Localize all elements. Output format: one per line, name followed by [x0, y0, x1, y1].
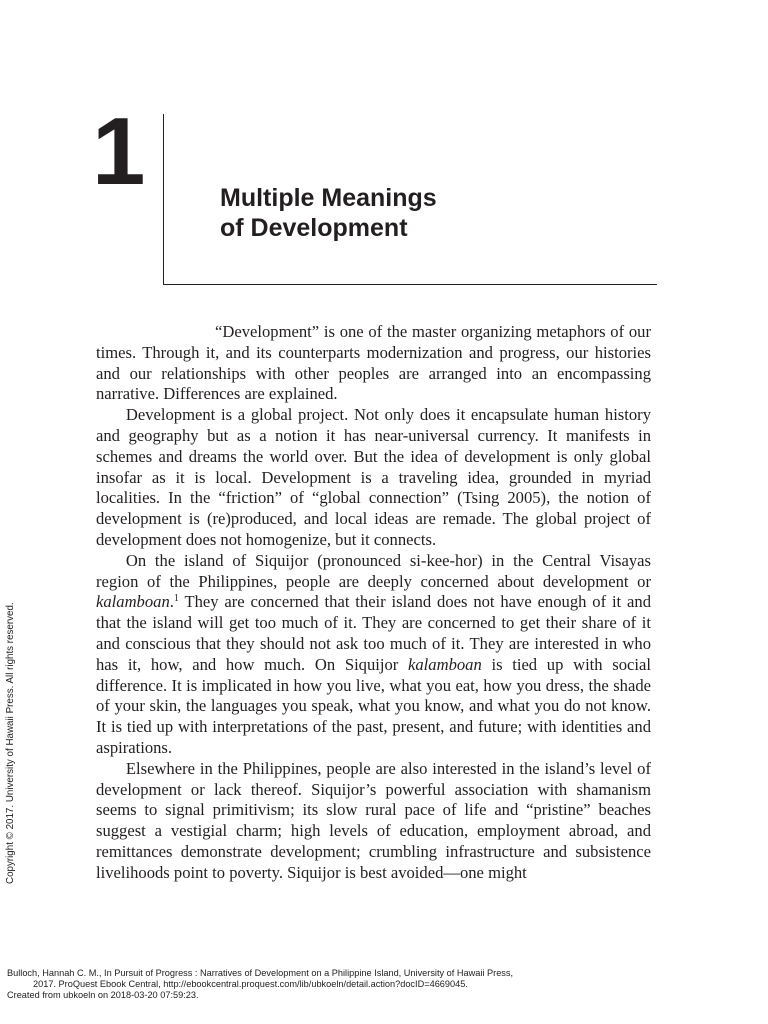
chapter-number: 1 [92, 98, 143, 205]
paragraph-3: On the island of Siquijor (pronounced si-kee-hor) in the Central Visayas region of the Philippines, people are deeply concerned about development or kalamboan.$^1$ They are concerned that their island does not have enough of it and that the island will get too much of it. They are concerned to get their share of it and conscious that they should not ask too much of it. They are interested in who has it, how, and how much. On Siquijor kalamboan is tied up with social difference. It is implicated in how you live, what you eat, how you dress, the shade of your skin, the languages you speak, what you know, and what you do not know. It is tied up with interpretations of the past, present, and future; with identities and aspirations. [96, 550, 651, 757]
chapter-vertical-rule [163, 114, 164, 285]
term-kalamboan: kalamboan [96, 592, 170, 612]
chapter-title-line-2: of Development [220, 214, 408, 242]
copyright-notice: Copyright © 2017. University of Hawaii Press. All rights reserved. [5, 602, 16, 884]
paragraph-2: Development is a global project. Not only does it encapsulate human history and geography but as a notion it has near-universal currency. It manifests in schemes and dreams the world over. But the idea of development is only global insofar as it is local. Development is a traveling idea, grounded in myriad localities. In the “friction” of “global connection” (Tsing 2005), the notion of development is (re)produced, and local ideas are remade. The global project of development does not homogenize, but it connects. [96, 405, 651, 549]
paragraph-4: Elsewhere in the Philippines, people are also interested in the island’s level of development or lack thereof. Siquijor’s powerful association with shamanism seems to signal primitivism; its slow rural pace of life and “pristine” beaches suggest a vestigial charm; high levels of education, employment abroad, and remittances demonstrate development; crumbling infrastructure and subsistence livelihoods point to poverty. Siquijor is best avoided—one might [96, 758, 651, 882]
paragraph-3-text-a: On the island of Siquijor (pronounced si-kee-hor) in the Central Visayas region of the Philippines, people are deeply concerned about development or [96, 550, 651, 591]
paragraph-1: “Development” is one of the master organizing metaphors of our times. Through it, and its counterparts modernization and progress, our histories and our relationships with other peoples are arranged into an encompassing narrative. Differences are explained. [96, 322, 651, 404]
citation-footer [7, 968, 757, 1001]
body-text [96, 322, 651, 884]
citation-line-3: Created from ubkoeln on 2018-03-20 07:59:23. [7, 990, 199, 1000]
footnote-ref-1[interactable]: 1 [173, 593, 179, 605]
chapter-horizontal-rule [163, 284, 657, 285]
term-kalamboan-2: kalamboan [408, 654, 482, 674]
paragraph-3-text-b: They are concerned that their island does not have enough of it and that the island will get too much of it. They are concerned to get their share of it and conscious that they should not ask too much of it. They are interested in who has it, how, and how much. On Siquijor [96, 592, 651, 674]
chapter-title [220, 183, 437, 243]
paragraph-3-text-c: is tied up with social difference. It is implicated in how you live, what you eat, how you dress, the shade of your skin, the languages you speak, what you know, and what you do not know. It is tied up with interpretations of the past, present, and future; with identities and aspirations. [96, 654, 651, 757]
chapter-title-line-1: Multiple Meanings [220, 184, 437, 212]
citation-line-1: Bulloch, Hannah C. M., In Pursuit of Progress : Narratives of Development on a Philippine Island, University of Hawaii Press, [7, 968, 514, 978]
citation-line-2: 2017. ProQuest Ebook Central, http://ebookcentral.proquest.com/lib/ubkoeln/detail.action?docID=4669045. [33, 979, 468, 989]
